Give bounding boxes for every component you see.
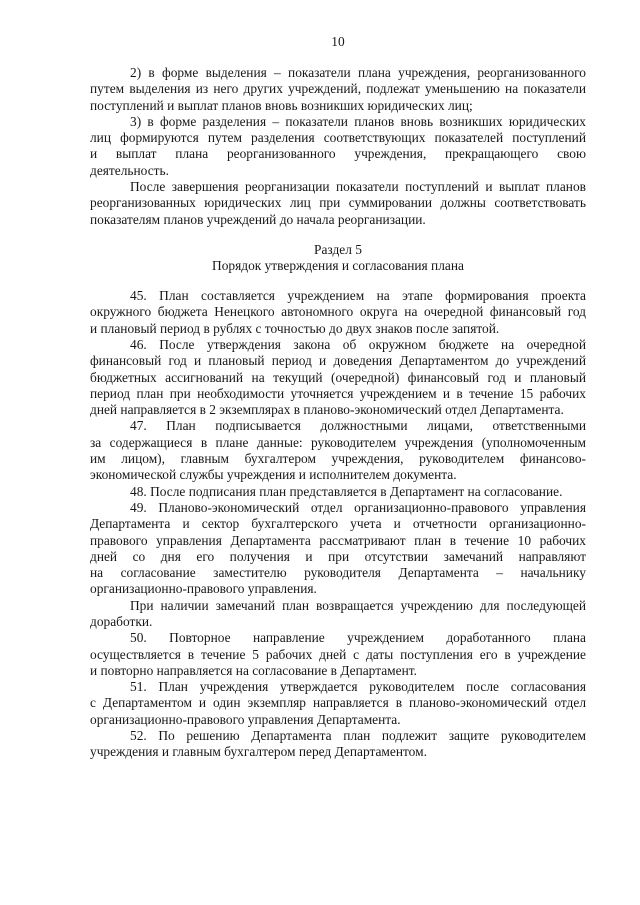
text-line: осуществляется в течение 5 рабочих дней с даты поступления его в учреждение bbox=[90, 646, 586, 662]
paragraph-item-49 bbox=[90, 500, 586, 598]
text-line: экономической службы учреждения и исполнителем документа. bbox=[90, 467, 457, 483]
text-line: Департамента и сектор бухгалтерского учета и отчетности организационно- bbox=[90, 516, 586, 532]
paragraph-item-51 bbox=[90, 679, 586, 728]
text-line: организационно-правового управления Департамента. bbox=[90, 711, 401, 727]
text-line: и плановый период в рублях с точностью до двух знаков после запятой. bbox=[90, 320, 500, 336]
text-line: учреждения и главным бухгалтером перед Департаментом. bbox=[90, 744, 427, 760]
text-line: окружного бюджета Ненецкого автономного округа на очередной финансовый год bbox=[90, 304, 586, 320]
section-title: Порядок утверждения и согласования плана bbox=[212, 258, 464, 274]
text-line: 45. План составляется учреждением на этапе формирования проекта bbox=[130, 288, 586, 304]
text-line: 46. После утверждения закона об окружном бюджете на очередной bbox=[130, 336, 586, 352]
text-line: 52. По решению Департамента план подлежит защите руководителем bbox=[130, 728, 586, 744]
text-line: финансовый год и плановый период и доведения Департаментом до учреждений bbox=[90, 353, 586, 369]
text-line: показателям планов учреждений до начала реорганизации. bbox=[90, 211, 426, 227]
text-line: При наличии замечаний план возвращается учреждению для последующей bbox=[130, 597, 586, 613]
document-body bbox=[90, 65, 586, 761]
section-heading bbox=[90, 242, 586, 275]
text-line: реорганизованных юридических лиц при суммировании должны соответствовать bbox=[90, 195, 586, 211]
text-line: с Департаментом и один экземпляр направляется в планово-экономический отдел bbox=[90, 695, 586, 711]
paragraph-reorganization-summary bbox=[90, 179, 586, 228]
text-line: 2) в форме выделения – показатели плана учреждения, реорганизованного bbox=[130, 65, 586, 80]
text-line: и выплат плана реорганизованного учреждения, прекращающего свою bbox=[90, 146, 586, 162]
text-line: дней направляется в 2 экземплярах в планово-экономический отдел Департамента. bbox=[90, 402, 564, 418]
text-line: период план при необходимости уточняется учреждением и в течение 15 рабочих bbox=[90, 385, 586, 401]
text-line: за содержащиеся в плане данные: руководителем учреждения (уполномоченным bbox=[90, 434, 586, 450]
paragraph-item-50 bbox=[90, 630, 586, 679]
text-line: 48. После подписания план представляется в Департамент на согласование. bbox=[130, 483, 563, 499]
paragraph-item-52 bbox=[90, 728, 586, 761]
paragraph-item-49-remarks bbox=[90, 598, 586, 631]
paragraph-subitem-3 bbox=[90, 114, 586, 179]
paragraph-item-47 bbox=[90, 418, 586, 483]
text-line: 49. Планово-экономический отдел организационно-правового управления bbox=[130, 499, 586, 515]
text-line: путем выделения из него других учреждений, подлежат уменьшению на показатели bbox=[90, 81, 586, 97]
text-line: правового управления Департамента рассматривают план в течение 10 рабочих bbox=[90, 532, 586, 548]
text-line: дней со дня его получения и при отсутствии замечаний направляют bbox=[90, 548, 586, 564]
text-line: 50. Повторное направление учреждением доработанного плана bbox=[130, 630, 586, 646]
text-line: организационно-правового управления. bbox=[90, 581, 317, 597]
text-line: деятельность. bbox=[90, 162, 169, 178]
paragraph-item-46 bbox=[90, 337, 586, 418]
paragraph-item-48 bbox=[90, 484, 586, 500]
text-line: 51. План учреждения утверждается руководителем после согласования bbox=[130, 679, 586, 695]
page-number: 10 bbox=[331, 34, 345, 49]
text-line: им лицом), главным бухгалтером учреждения, руководителем финансово- bbox=[90, 451, 586, 467]
text-line: После завершения реорганизации показатели поступлений и выплат планов bbox=[130, 179, 586, 195]
paragraph-item-45 bbox=[90, 288, 586, 337]
text-line: лиц формируются путем разделения соответствующих показателей поступлений bbox=[90, 130, 586, 146]
text-line: и повторно направляется на согласование в Департамент. bbox=[90, 662, 417, 678]
text-line: на согласование заместителю руководителя Департамента – начальнику bbox=[90, 565, 586, 581]
text-line: доработки. bbox=[90, 614, 153, 629]
text-line: бюджетных ассигнований на текущий (очередной) финансовый год и плановый bbox=[90, 369, 586, 385]
paragraph-subitem-2 bbox=[90, 65, 586, 114]
section-label: Раздел 5 bbox=[314, 241, 362, 257]
text-line: 3) в форме разделения – показатели планов вновь возникших юридических bbox=[130, 113, 586, 129]
text-line: 47. План подписывается должностными лицами, ответственными bbox=[130, 418, 586, 434]
text-line: поступлений и выплат планов вновь возникших юридических лиц; bbox=[90, 97, 473, 113]
